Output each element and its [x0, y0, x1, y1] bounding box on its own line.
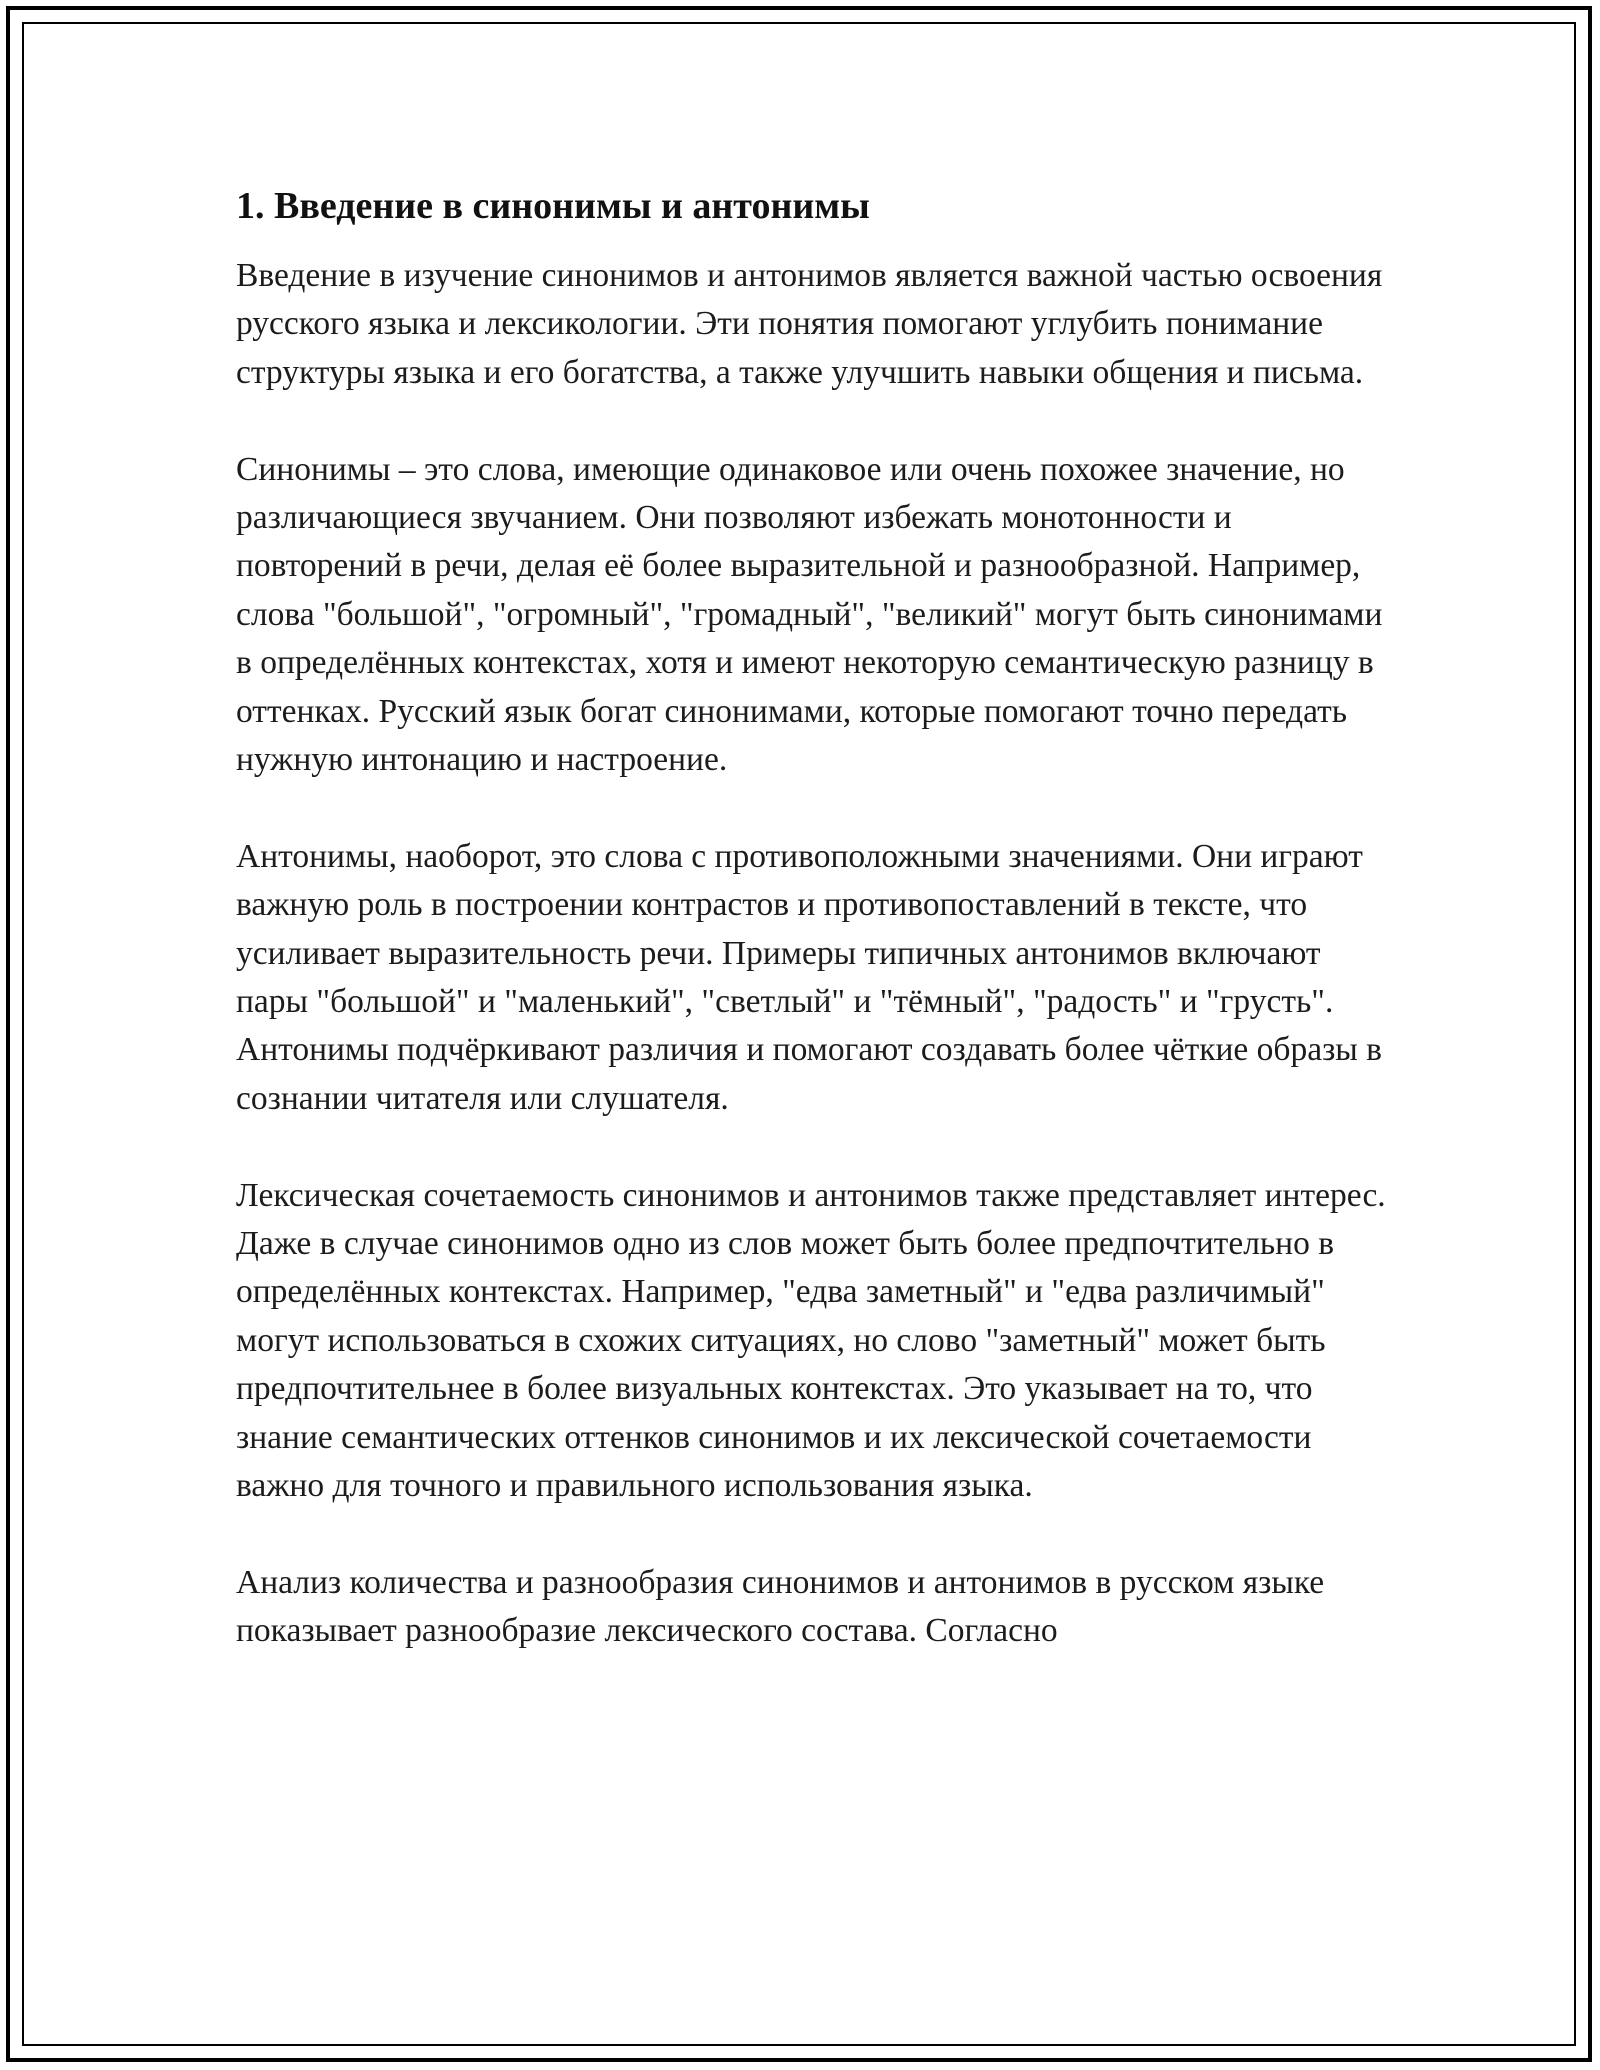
paragraph-antonyms: Антонимы, наоборот, это слова с противоположными значениями. Они играют важную роль в построении контрастов и противопоставлений в тексте, что усиливает выразительность речи. Примеры типичных антонимов включают пары "большой" и "маленький", "светлый" и "тёмный", "радость" и "грусть". Антонимы подчёркивают различия и помогают создавать более чёткие образы в сознании читателя или слушателя.	[236, 837, 1383, 1117]
paragraph-collocation: Лексическая сочетаемость синонимов и антонимов также представляет интерес. Даже в случае синонимов одно из слов может быть более предпочтительно в определённых контекстах. Например, "едва заметный" и "едва различимый" могут использоваться в схожих ситуациях, но слово "заметный" может быть предпочтительнее в более визуальных контекстах. Это указывает на то, что знание семантических оттенков синонимов и их лексической сочетаемости важно для точного и правильного использования языка.	[236, 1176, 1386, 1505]
paragraph-synonyms: Синонимы – это слова, имеющие одинаковое или очень похожее значение, но различающиеся звучанием. Они позволяют избежать монотонности и повторений в речи, делая её более выразительной и разнообразной. Например, слова "большой", "огромный", "громадный", "великий" могут быть синонимами в определённых контекстах, хотя и имеют некоторую семантическую разницу в оттенках. Русский язык богат синонимами, которые помогают точно передать нужную интонацию и настроение.	[236, 450, 1383, 779]
document-body	[236, 180, 1386, 1704]
section-heading: 1. Введение в синонимы и антонимы	[236, 185, 870, 227]
paragraph-analysis: Анализ количества и разнообразия синонимов и антонимов в русском языке показывает разнообразие лексического состава. Согласно	[236, 1563, 1325, 1650]
paragraph-intro: Введение в изучение синонимов и антонимов является важной частью освоения русского языка и лексикологии. Эти понятия помогают углубить понимание структуры языка и его богатства, а также улучшить навыки общения и письма.	[236, 257, 1383, 391]
